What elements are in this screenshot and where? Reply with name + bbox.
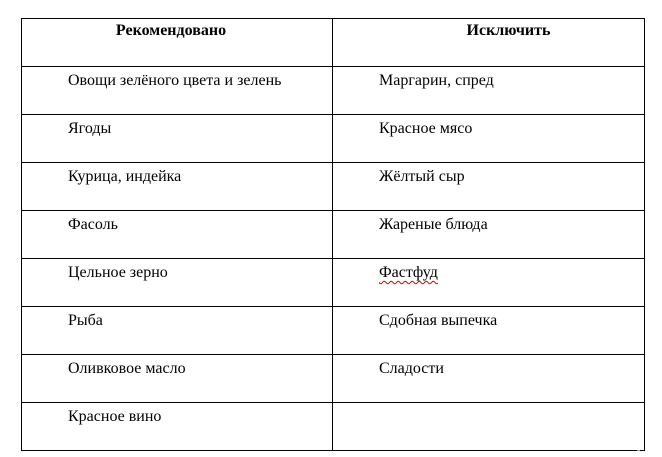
- cell-recommended: [22, 211, 333, 259]
- recommended-item: Оливковое масло: [68, 360, 186, 377]
- cell-exclude: [333, 307, 645, 355]
- cell-exclude: [333, 211, 645, 259]
- cell-exclude: [333, 403, 645, 451]
- header-recommended-label: Рекомендовано: [115, 22, 227, 39]
- cell-exclude: [333, 115, 645, 163]
- diet-table: [21, 18, 645, 451]
- table-header-row: [22, 19, 645, 67]
- header-exclude-label: Исключить: [466, 22, 551, 39]
- table-row: [22, 259, 645, 307]
- cell-recommended: [22, 307, 333, 355]
- header-exclude: [333, 19, 645, 67]
- table-row: [22, 67, 645, 115]
- cell-recommended: [22, 355, 333, 403]
- table-row: [22, 115, 645, 163]
- recommended-item: Фасоль: [68, 216, 118, 233]
- cell-exclude: [333, 355, 645, 403]
- exclude-item: Жёлтый сыр: [379, 168, 465, 185]
- exclude-item: Сладости: [379, 360, 444, 377]
- recommended-item: Красное вино: [68, 408, 162, 425]
- table-row: [22, 355, 645, 403]
- table-row: [22, 403, 645, 451]
- recommended-item: Ягоды: [68, 120, 112, 137]
- header-recommended: [22, 19, 333, 67]
- table-row: [22, 211, 645, 259]
- recommended-item: Курица, индейка: [68, 168, 182, 185]
- cell-recommended: [22, 163, 333, 211]
- exclude-item: Жареные блюда: [379, 216, 488, 233]
- cell-recommended: [22, 67, 333, 115]
- exclude-item: Сдобная выпечка: [379, 312, 498, 329]
- exclude-item: [333, 403, 644, 408]
- table-row: [22, 307, 645, 355]
- cell-exclude: [333, 67, 645, 115]
- page-corner-mark: [637, 450, 640, 451]
- cell-recommended: [22, 259, 333, 307]
- exclude-item-spellcheck-flagged: Фастфуд: [379, 264, 438, 281]
- exclude-item: Красное мясо: [379, 120, 473, 137]
- cell-recommended: [22, 403, 333, 451]
- cell-exclude: [333, 163, 645, 211]
- recommended-item: Рыба: [68, 312, 103, 329]
- cell-recommended: [22, 115, 333, 163]
- recommended-item: Овощи зелёного цвета и зелень: [68, 72, 282, 89]
- recommended-item: Цельное зерно: [68, 264, 168, 281]
- table-row: [22, 163, 645, 211]
- cell-exclude: [333, 259, 645, 307]
- exclude-item: Маргарин, спред: [379, 72, 494, 89]
